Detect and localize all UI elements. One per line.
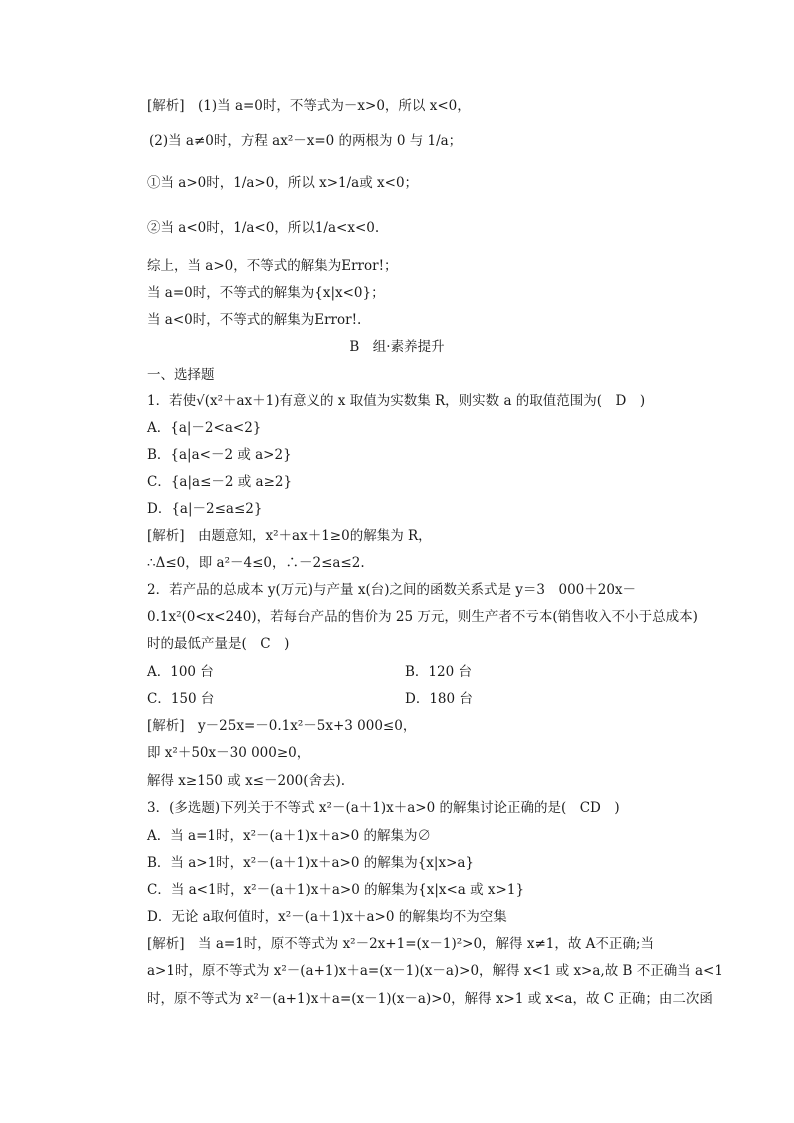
q2-option-b: B．120 台 bbox=[405, 664, 472, 680]
question-2-line-3: 时的最低产量是( C ) bbox=[147, 636, 290, 652]
question-2-line-1: 2．若产品的总成本 y(万元)与产量 x(台)之间的函数关系式是 y＝3 000＋20x－ bbox=[147, 582, 637, 598]
analysis-line-3: ①当 a>0时，1/a>0，所以 x>1/a或 x<0； bbox=[147, 175, 419, 191]
summary-line-3: 当 a<0时，不等式的解集为Error!. bbox=[147, 312, 362, 328]
q1-option-b: B．{a|a<－2 或 a>2} bbox=[147, 447, 292, 463]
analysis-line-1: [解析] (1)当 a=0时，不等式为－x>0，所以 x<0， bbox=[147, 98, 471, 114]
question-2-line-2: 0.1x²(0<x<240)，若每台产品的售价为 25 万元，则生产者不亏本(销售收入不小于总成本) bbox=[147, 609, 698, 625]
q2-option-c: C．150 台 bbox=[147, 691, 215, 707]
q3-analysis-2: a>1时，原不等式为 x²－(a+1)x＋a=(x－1)(x－a)>0，解得 x<1 或 x>a,故 B 不正确当 a<1 bbox=[147, 963, 723, 979]
q2-analysis-2: 即 x²＋50x－30 000≥0， bbox=[147, 745, 311, 761]
q3-option-d: D．无论 a取何值时，x²－(a＋1)x＋a>0 的解集均不为空集 bbox=[147, 909, 507, 925]
q3-analysis-1: [解析] 当 a=1时，原不等式为 x²－2x+1=(x－1)²>0，解得 x≠1，故 A不正确;当 bbox=[147, 936, 654, 952]
q3-option-b: B．当 a>1时，x²－(a＋1)x＋a>0 的解集为{x|x>a} bbox=[147, 855, 475, 871]
q3-option-c: C．当 a<1时，x²－(a＋1)x＋a>0 的解集为{x|x<a 或 x>1} bbox=[147, 882, 525, 898]
question-1: 1．若使√(x²＋ax＋1)有意义的 x 取值为实数集 R，则实数 a 的取值范围为( D ) bbox=[147, 393, 646, 409]
analysis-line-4: ②当 a<0时，1/a<0，所以1/a<x<0. bbox=[147, 220, 380, 236]
q1-option-a: A．{a|－2<a<2} bbox=[147, 420, 262, 436]
summary-line-2: 当 a=0时，不等式的解集为{x|x<0}； bbox=[147, 285, 385, 301]
subsection-heading: 一、选择题 bbox=[147, 367, 215, 383]
q2-analysis-1: [解析] y－25x=－0.1x²－5x+3 000≤0， bbox=[147, 718, 417, 734]
section-heading: B 组·素养提升 bbox=[349, 339, 445, 355]
q1-option-d: D．{a|－2≤a≤2} bbox=[147, 501, 263, 517]
q2-option-a: A．100 台 bbox=[147, 664, 214, 680]
q2-option-d: D．180 台 bbox=[405, 691, 473, 707]
summary-line-1: 综上，当 a>0，不等式的解集为Error!； bbox=[147, 258, 398, 274]
analysis-line-2: (2)当 a≠0时，方程 ax²－x=0 的两根为 0 与 1/a； bbox=[149, 133, 463, 149]
q2-analysis-3: 解得 x≥150 或 x≤－200(舍去). bbox=[147, 773, 346, 789]
q3-analysis-3: 时，原不等式为 x²－(a+1)x＋a=(x－1)(x－a)>0，解得 x>1 或 x<a，故 C 正确；由二次函 bbox=[147, 991, 713, 1007]
question-3: 3．(多选题)下列关于不等式 x²－(a＋1)x＋a>0 的解集讨论正确的是( CD ) bbox=[147, 800, 620, 816]
q1-analysis-2: ∴Δ≤0，即 a²－4≤0，∴－2≤a≤2. bbox=[147, 555, 365, 571]
q1-option-c: C．{a|a≤－2 或 a≥2} bbox=[147, 474, 293, 490]
q1-analysis-1: [解析] 由题意知，x²＋ax＋1≥0的解集为 R， bbox=[147, 528, 432, 544]
q3-option-a: A．当 a=1时，x²－(a＋1)x＋a>0 的解集为∅ bbox=[147, 828, 432, 844]
